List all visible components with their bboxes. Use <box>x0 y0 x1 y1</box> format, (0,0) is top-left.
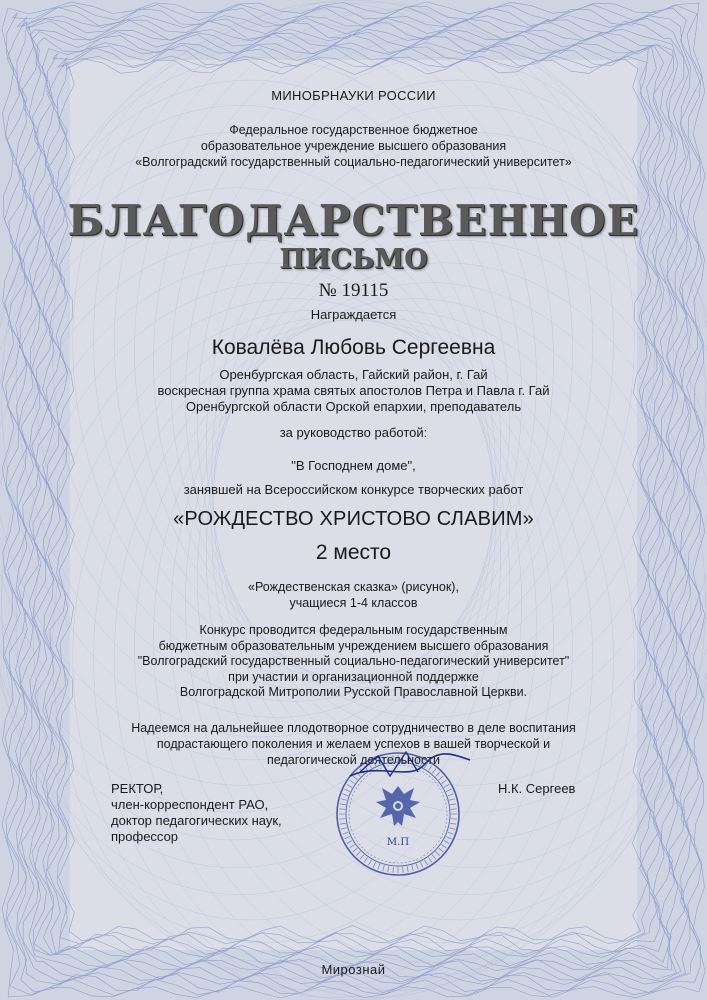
seal-tick <box>436 772 440 776</box>
seal-tick <box>360 855 364 860</box>
seal-tick <box>341 799 347 801</box>
seal-tick <box>373 761 376 767</box>
organizer-line: "Волгоградский государственный социально-педагогический университет" <box>137 654 570 668</box>
institution-line: Федеральное государственное бюджетное <box>229 123 478 137</box>
seal-tick <box>450 823 456 824</box>
seal-tick <box>383 865 385 871</box>
seal-tick <box>388 866 389 872</box>
seal-tick <box>356 852 360 856</box>
seal-tick <box>432 855 436 860</box>
category-line: «Рождественская сказка» (рисунок), <box>248 580 459 594</box>
seal-tick <box>448 794 454 796</box>
document-title: БЛАГОДАРСТВЕННОЕ <box>67 196 640 245</box>
seal-tick <box>412 865 414 871</box>
seal-tick <box>420 862 423 868</box>
seal-tick <box>451 809 457 810</box>
seal-tick <box>449 828 455 830</box>
organizer-line: Волгоградской Митрополии Русской Православной Церкви. <box>179 685 528 699</box>
seal-tick <box>378 864 380 870</box>
seal-tick <box>353 776 358 780</box>
seal-tick <box>451 819 457 820</box>
seal-tick <box>446 789 452 792</box>
seal-tick <box>339 809 345 810</box>
seal-tick <box>383 757 385 763</box>
contest-name: «РОЖДЕСТВО ХРИСТОВО СЛАВИМ» <box>173 508 534 530</box>
ministry-header: МИНОБРНАУКИ РОССИИ <box>271 88 436 103</box>
seal-label: М.П <box>386 837 410 848</box>
institution-line: «Волгоградский государственный социально-педагогический университет» <box>135 155 572 169</box>
seal-tick <box>345 789 351 792</box>
document-number: № 19115 <box>318 280 389 301</box>
rector-line: профессор <box>111 829 179 844</box>
rector-line: доктор педагогических наук, <box>111 813 282 828</box>
seal-tick <box>450 804 456 805</box>
seal-tick <box>364 857 367 862</box>
seal-tick <box>343 794 349 796</box>
seal-tick <box>416 759 418 765</box>
seal-tick <box>444 841 449 844</box>
seal-tick <box>407 756 408 762</box>
seal-tick <box>373 862 376 868</box>
seal-tick <box>393 867 394 873</box>
seal-tick <box>369 860 372 865</box>
footer-brand: Мирознай <box>321 962 386 977</box>
organizer-info <box>0 623 707 701</box>
seal-tick <box>341 828 347 830</box>
recipient-detail-line: воскресная группа храма святых апостолов Петра и Павла г. Гай <box>157 383 550 398</box>
rector-line: РЕКТОР, <box>111 781 164 796</box>
seal-tick <box>428 766 431 771</box>
eagle-emblem-icon <box>376 786 420 826</box>
seal-tick <box>441 780 446 783</box>
official-seal-stamp <box>330 742 470 882</box>
reason-text: за руководство работой: <box>279 425 428 440</box>
seal-tick <box>343 832 349 834</box>
seal-tick <box>345 836 351 839</box>
recipient-detail-line: Оренбургской области Орской епархии, преподаватель <box>185 399 522 414</box>
rector-line: член-корреспондент РАО, <box>111 797 269 812</box>
seal-tick <box>347 785 352 788</box>
category-info <box>0 580 707 611</box>
recipient-detail-line: Оренбургская область, Гайский район, г. Гай <box>219 367 488 382</box>
organizer-line: Конкурс проводится федеральным государственным <box>199 623 508 637</box>
closing-line: педагогической деятельности <box>267 753 440 767</box>
seal-tick <box>393 755 394 761</box>
seal-tick <box>448 832 454 834</box>
seal-tick <box>407 866 408 872</box>
document-subtitle: ПИСЬМО <box>279 244 428 275</box>
seal-tick <box>353 848 358 852</box>
seal-tick <box>449 799 455 801</box>
seal-tick <box>444 785 449 788</box>
recipient-details <box>0 367 707 415</box>
seal-tick <box>439 848 444 852</box>
seal-tick <box>416 864 418 870</box>
recipient-name: Ковалёва Любовь Сергеевна <box>211 336 496 359</box>
seal-tick <box>340 804 346 805</box>
awarded-label: Награждается <box>310 307 397 322</box>
place-result: 2 место <box>315 541 392 564</box>
seal-tick <box>340 823 346 824</box>
seal-tick <box>441 844 446 847</box>
seal-tick <box>446 836 452 839</box>
occupied-text: занявшей на Всероссийском конкурсе творческих работ <box>183 482 524 497</box>
seal-tick <box>436 852 440 856</box>
closing-line: Надеемся на дальнейшее плодотворное сотрудничество в деле воспитания <box>131 721 576 735</box>
seal-tick <box>432 769 436 774</box>
seal-tick <box>388 756 389 762</box>
institution-line: образовательное учреждение высшего образования <box>200 139 507 153</box>
seal-tick <box>425 860 428 865</box>
organizer-line: бюджетным образовательным учреждением высшего образования <box>158 638 549 653</box>
work-title: "В Господнем доме", <box>291 458 416 473</box>
signer-name: Н.К. Сергеев <box>498 781 576 796</box>
seal-tick <box>350 780 355 783</box>
seal-tick <box>347 841 352 844</box>
category-line: учащиеся 1-4 классов <box>289 595 418 610</box>
seal-tick <box>420 761 423 767</box>
rector-title <box>111 781 282 845</box>
seal-tick <box>403 867 404 873</box>
seal-tick <box>428 857 431 862</box>
seal-tick <box>339 819 345 820</box>
seal-tick <box>439 776 444 780</box>
closing-line: подрастающего поколения и желаем успехов в вашей творческой и <box>156 737 551 751</box>
seal-tick <box>350 844 355 847</box>
organizer-line: при участии и организационной поддержке <box>228 669 479 684</box>
institution-name <box>0 122 707 170</box>
